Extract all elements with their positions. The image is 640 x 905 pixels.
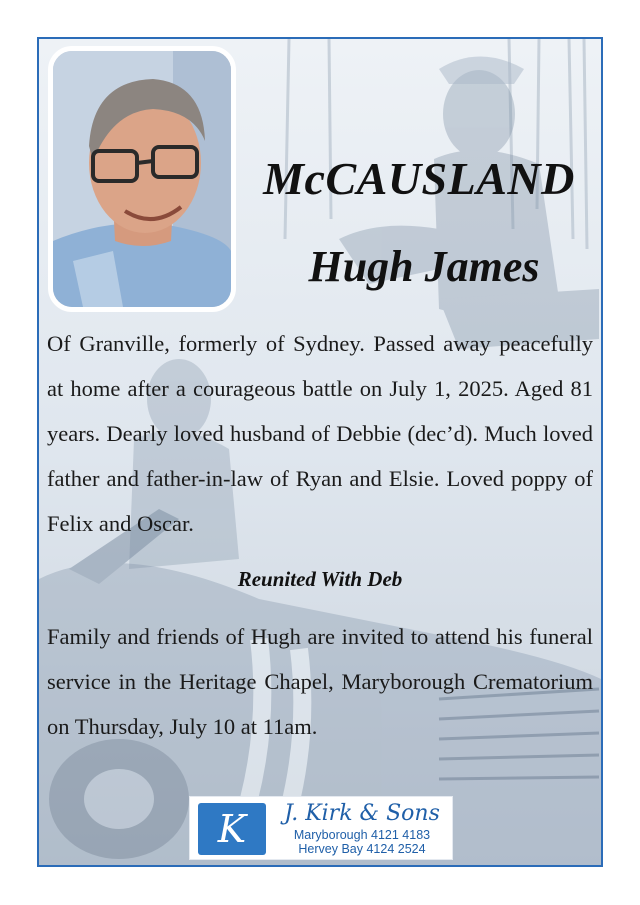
- phone-maryborough: Maryborough 4121 4183: [293, 828, 431, 842]
- funeral-director-logo: [189, 796, 453, 860]
- portrait-photo: [48, 46, 236, 312]
- funeral-details-paragraph: Family and friends of Hugh are invited to attend his funeral service in the Heritage Chapel, Maryborough Crematorium on Thursday, July 10 at 11am.: [47, 624, 593, 739]
- surname-heading: McCAUSLAND: [263, 153, 575, 204]
- notice-frame: [37, 37, 603, 867]
- logo-letter: K: [217, 807, 247, 851]
- logo-mark-icon: [198, 803, 266, 855]
- given-names-heading: Hugh James: [308, 242, 540, 291]
- phone-hervey-bay: Hervey Bay 4124 2524: [298, 842, 426, 856]
- funeral-director-name: J. Kirk & Sons: [284, 801, 440, 826]
- biography-paragraph: Of Granville, formerly of Sydney. Passed away peacefully at home after a courageous battle on July 1, 2025. Aged 81 years. Dearly loved husband of Debbie (dec’d). Much loved father and father-in-law of Ryan and Elsie. Loved poppy of Felix and Oscar.: [47, 331, 593, 536]
- reunited-subheading: Reunited With Deb: [237, 567, 403, 591]
